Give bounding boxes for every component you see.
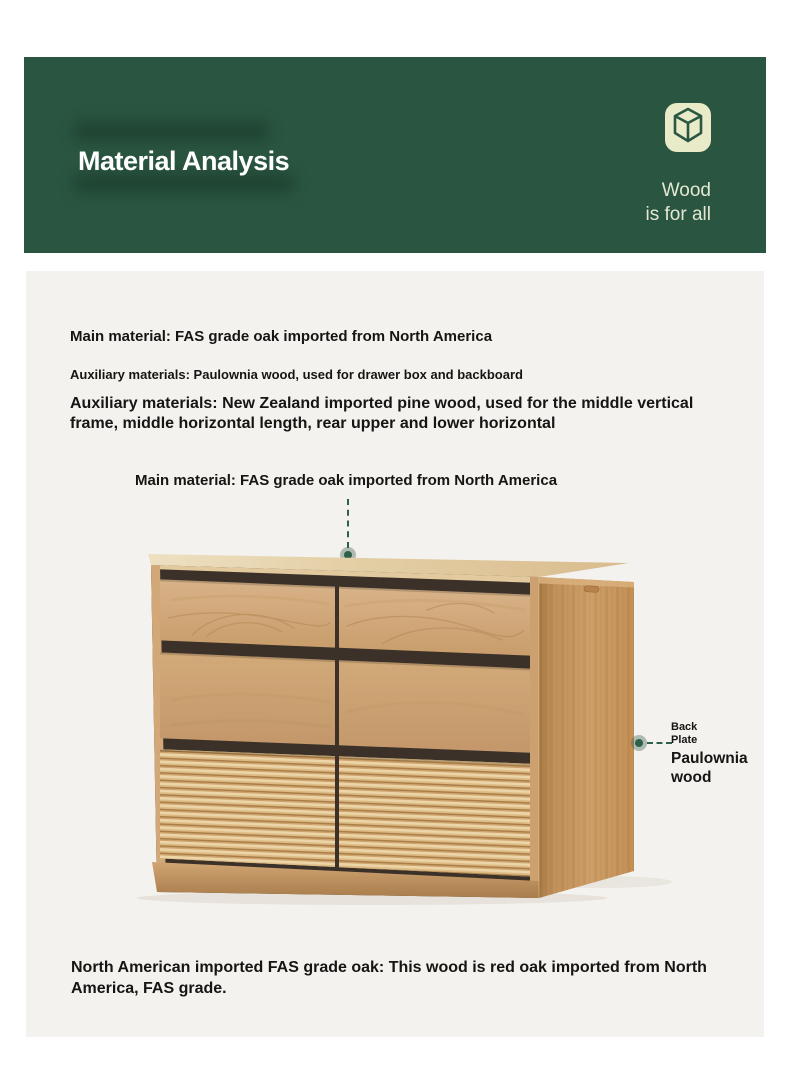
side-annotation — [671, 721, 757, 787]
cube-icon — [671, 106, 705, 149]
drawer-bottom-right-ribs — [339, 756, 530, 876]
side-annotation-value: Paulownia wood — [671, 750, 748, 786]
hero-banner — [24, 57, 766, 253]
brand-tagline-line1: Wood — [661, 180, 711, 201]
side-annotation-label: Back Plate — [671, 721, 698, 746]
page-title: Material Analysis — [78, 146, 290, 176]
drawer-top-right — [339, 587, 530, 656]
side-annotation-dashed-line — [647, 742, 672, 744]
side-knob — [584, 586, 599, 593]
main-material-text: Main material: FAS grade oak imported from North America — [70, 328, 493, 345]
front-right-stile — [530, 577, 539, 898]
brand-tagline — [646, 179, 711, 227]
ghost-watermark-top — [74, 121, 269, 141]
cube-icon-badge — [665, 103, 711, 152]
auxiliary-material-paulownia-text: Auxiliary materials: Paulownia wood, used for drawer box and backboard — [70, 367, 523, 382]
top-annotation-label: Main material: FAS grade oak imported from North America — [135, 472, 558, 489]
content-panel — [26, 271, 764, 1037]
six-drawer-dresser-image — [132, 540, 672, 910]
footnote-text: North American imported FAS grade oak: This wood is red oak imported from North America, FAS grade. — [71, 959, 707, 997]
brand-tagline-line2: is for all — [645, 204, 711, 225]
drawer-bottom-left-ribs — [160, 749, 335, 867]
side-annotation-dot — [631, 735, 647, 751]
drawer-top-left — [160, 579, 335, 647]
auxiliary-material-pine-text: Auxiliary materials: New Zealand imported pine wood, used for the middle vertical frame, middle horizontal length, rear upper and lower horizontal — [70, 395, 694, 432]
